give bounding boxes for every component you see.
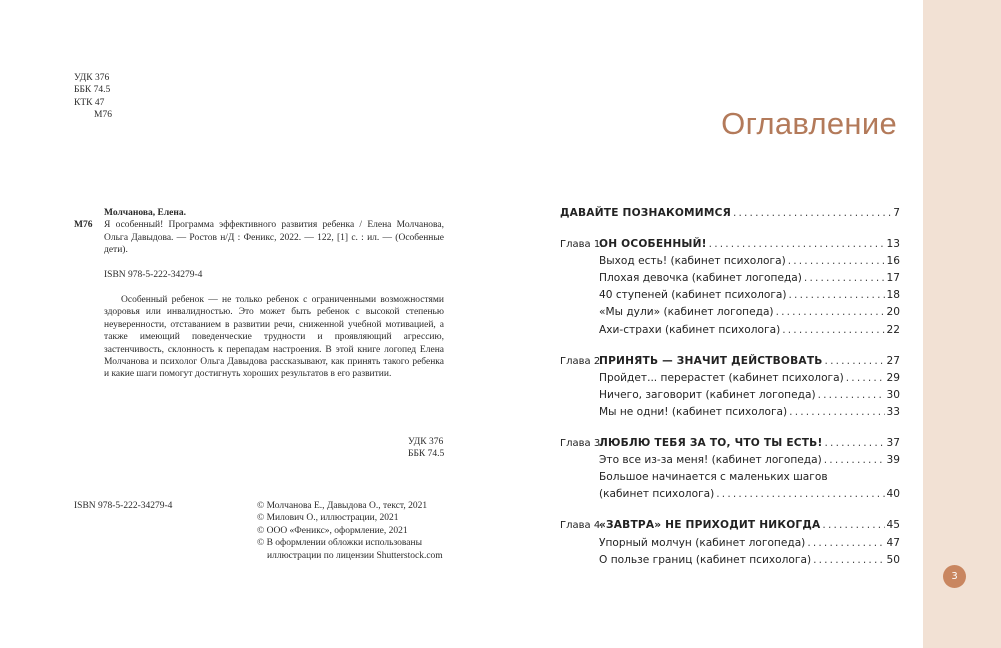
section-title: Ничего, заговорит (кабинет логопеда) <box>599 388 816 401</box>
section-title-first-line[interactable]: Большое начинается с маленьких шагов <box>599 471 828 484</box>
chapter-title: ЛЮБЛЮ ТЕБЯ ЗА ТО, ЧТО ТЫ ЕСТЬ! <box>599 437 823 450</box>
ktk-code: КТК 47 <box>74 97 105 108</box>
chapter-page: 37 <box>886 437 900 450</box>
copyright-line: © Милович О., иллюстрации, 2021 <box>257 513 399 524</box>
toc-section-entry[interactable] <box>560 272 900 289</box>
author-mark-code: М76 <box>94 110 112 121</box>
leader-dots <box>807 537 884 549</box>
section-page: 16 <box>886 255 900 268</box>
chapter-title: «ЗАВТРА» НЕ ПРИХОДИТ НИКОГДА <box>599 519 821 532</box>
chapter-page: 27 <box>886 354 900 367</box>
toc-chapter-1 <box>560 238 900 341</box>
leader-dots <box>776 306 885 318</box>
section-title: Выход есть! (кабинет психолога) <box>599 255 786 268</box>
section-title: Плохая девочка (кабинет логопеда) <box>599 272 802 285</box>
leader-dots <box>824 454 885 466</box>
chapter-label: Глава 1. <box>560 239 604 251</box>
leader-dots <box>813 554 884 566</box>
toc-section-entry[interactable] <box>560 537 900 554</box>
leader-dots <box>782 324 884 336</box>
table-of-contents <box>560 207 900 585</box>
toc-chapter-heading[interactable] <box>560 355 900 372</box>
section-title: «Мы дули» (кабинет логопеда) <box>599 306 774 319</box>
section-page: 29 <box>886 371 900 384</box>
bibliographic-description: Я особенный! Программа эффективного развития ребенка / Елена Молчанова, Ольга Давыдова. — Ростов н/Д : Феникс, 2022. — 122, [1] с. : ил. — (Особенные дети). <box>104 220 444 256</box>
leader-dots <box>733 207 891 219</box>
toc-section-entry[interactable] <box>560 389 900 406</box>
leader-dots <box>788 255 885 267</box>
toc-chapter-2 <box>560 355 900 423</box>
copyright-line: иллюстрации по лицензии Shutterstock.com <box>267 550 443 561</box>
leader-dots <box>789 289 885 301</box>
toc-section-entry[interactable] <box>560 454 900 471</box>
section-page: 50 <box>886 553 900 566</box>
isbn-bottom: ISBN 978-5-222-34279-4 <box>74 501 173 511</box>
abstract: Особенный ребенок — не только ребенок с ограниченными возможностями здоровья или инвалидностью. Это может быть ребенок с высокой степенью неуверенности, отставанием в развитии речи, сниженной учебной мотивацией, а также имеющий поведенческие трудности и проявляющий агрессию, застенчивость, склонность к перепадам настроения. В этой книге логопед Елена Молчанова и психолог Ольга Давыдова рассказывают, как принять такого ребенка и какие шаги помогут достигнуть хороших результатов в его развитии. <box>104 295 444 380</box>
leader-dots <box>825 437 885 449</box>
toc-chapter-heading[interactable] <box>560 519 900 536</box>
toc-chapter-3 <box>560 437 900 505</box>
toc-section-entry[interactable] <box>560 554 900 571</box>
section-title: О пользе границ (кабинет психолога) <box>599 553 812 566</box>
classification-codes-bottom <box>408 436 444 461</box>
section-page: 33 <box>886 405 900 418</box>
bibliographic-entry <box>74 207 444 281</box>
section-page: 18 <box>886 289 900 302</box>
author-mark: М76 <box>74 220 93 231</box>
side-color-strip <box>923 0 1001 648</box>
chapter-label: Глава 2. <box>560 355 604 367</box>
toc-entry-title: ДАВАЙТЕ ПОЗНАКОМИМСЯ <box>560 207 731 219</box>
contents-title: Оглавление <box>721 106 897 141</box>
toc-chapter-heading[interactable] <box>560 238 900 255</box>
toc-section-entry[interactable] <box>560 406 900 423</box>
section-title: Это все из-за меня! (кабинет логопеда) <box>599 454 822 467</box>
isbn: ISBN 978-5-222-34279-4 <box>104 269 203 280</box>
leader-dots <box>818 389 885 401</box>
section-page: 47 <box>886 536 900 549</box>
toc-section-entry[interactable] <box>560 255 900 272</box>
toc-section-entry[interactable] <box>560 306 900 323</box>
copyright-line: © ООО «Феникс», оформление, 2021 <box>257 525 408 536</box>
leader-dots <box>822 519 884 531</box>
udk-code-bottom: УДК 376 <box>408 437 444 447</box>
section-title-second-line: (кабинет психолога) <box>599 488 715 501</box>
section-page: 20 <box>886 306 900 319</box>
section-page: 22 <box>886 323 900 336</box>
leader-dots <box>709 238 885 250</box>
leader-dots <box>846 372 885 384</box>
leader-dots <box>804 272 885 284</box>
chapter-label: Глава 4. <box>560 520 604 532</box>
toc-intro-entry[interactable] <box>560 207 900 224</box>
leader-dots <box>825 355 885 367</box>
copyright-block <box>257 500 443 562</box>
leader-dots <box>716 488 884 500</box>
udk-code: УДК 376 <box>74 73 110 83</box>
chapter-title: ПРИНЯТЬ — ЗНАЧИТ ДЕЙСТВОВАТЬ <box>599 354 823 367</box>
copyright-line: © В оформлении обложки использованы <box>257 538 422 549</box>
toc-section-entry[interactable] <box>560 324 900 341</box>
section-page: 40 <box>886 488 900 501</box>
classification-codes <box>74 72 112 122</box>
leader-dots <box>789 406 884 418</box>
section-title: Упорный молчун (кабинет логопеда) <box>599 536 806 549</box>
toc-chapter-heading[interactable] <box>560 437 900 454</box>
bbk-code-bottom: ББК 74.5 <box>408 449 445 460</box>
section-title: Мы не одни! (кабинет психолога) <box>599 405 788 418</box>
chapter-label: Глава 3. <box>560 438 604 450</box>
copyright-line: © Молчанова Е., Давыдова О., текст, 2021 <box>257 501 428 511</box>
section-title: 40 ступеней (кабинет психолога) <box>599 289 787 302</box>
toc-section-entry[interactable] <box>560 372 900 389</box>
author-name: Молчанова, Елена. <box>104 208 187 218</box>
section-page: 30 <box>886 388 900 401</box>
chapter-page: 45 <box>886 519 900 532</box>
toc-section-entry[interactable] <box>560 488 900 505</box>
chapter-page: 13 <box>886 238 900 251</box>
toc-chapter-4 <box>560 519 900 570</box>
section-title: Ахи-страхи (кабинет психолога) <box>599 323 781 336</box>
section-page: 17 <box>886 272 900 285</box>
toc-section-entry[interactable] <box>560 289 900 306</box>
chapter-title: ОН ОСОБЕННЫЙ! <box>599 238 707 251</box>
bbk-code: ББК 74.5 <box>74 85 111 96</box>
page-number-badge: 3 <box>943 565 966 588</box>
toc-entry-page: 7 <box>893 207 900 219</box>
section-page: 39 <box>886 454 900 467</box>
section-title: Пройдет... перерастет (кабинет психолога) <box>599 371 844 384</box>
